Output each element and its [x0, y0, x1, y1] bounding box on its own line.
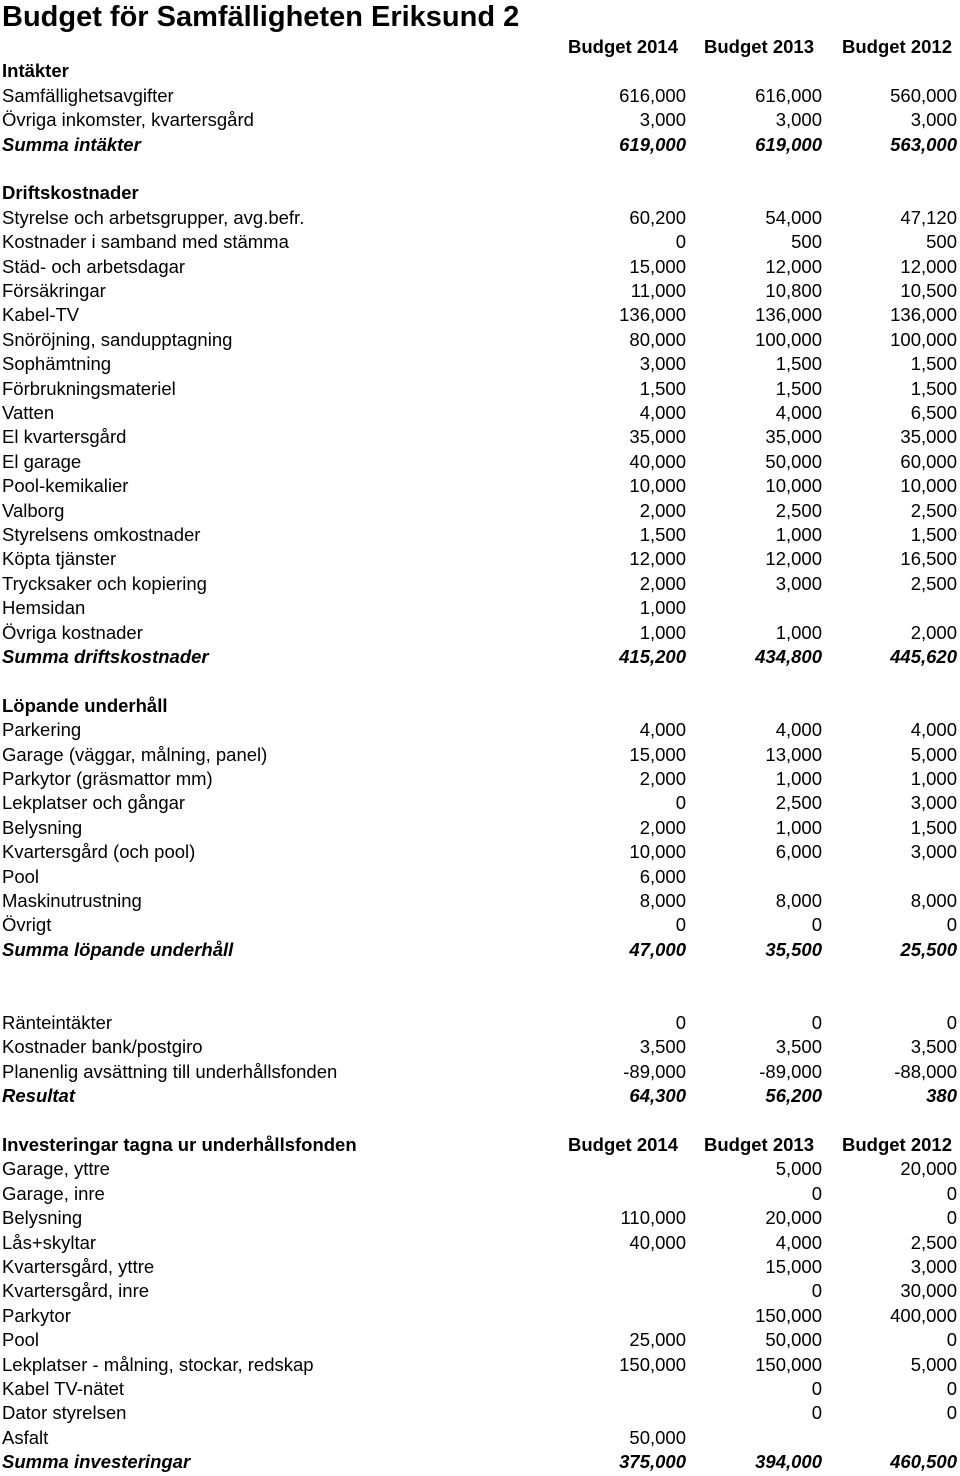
cell-3: 1,500 — [910, 816, 957, 838]
row-label: Övrigt — [2, 914, 52, 936]
cell-3: 2,000 — [910, 621, 957, 643]
row-label: Kvartersgård, yttre — [2, 1256, 155, 1277]
cell-3: 0 — [946, 914, 957, 936]
cell-1: 2,000 — [639, 572, 686, 594]
table-row — [0, 743, 960, 767]
table-row — [0, 1304, 960, 1328]
cell-1: 10,000 — [629, 841, 686, 863]
cell-1: 0 — [675, 1012, 686, 1033]
cell-1: 11,000 — [630, 280, 686, 301]
row-label: Övriga kostnader — [2, 621, 143, 643]
cell-2: 5,000 — [775, 1158, 822, 1180]
cell-2: 1,000 — [775, 524, 822, 545]
cell-1: 12,000 — [629, 548, 686, 570]
total-row — [0, 645, 960, 669]
cell-3: 0 — [946, 1012, 957, 1033]
table-row — [0, 572, 960, 596]
cell-2: 35,500 — [765, 938, 822, 960]
cell-1: 1,000 — [639, 597, 686, 619]
cell-2: 0 — [811, 1012, 822, 1033]
cell-2: 2,500 — [775, 499, 822, 521]
table-row — [0, 255, 960, 279]
blank-row — [0, 962, 960, 986]
cell-3: Budget 2012 — [841, 1134, 952, 1155]
cell-3: 1,500 — [910, 353, 957, 375]
row-label: Planenlig avsättning till underhållsfonden — [2, 1060, 338, 1082]
table-row — [0, 840, 960, 864]
cell-3: 1,500 — [910, 524, 957, 545]
cell-1: 2,000 — [639, 768, 686, 789]
cell-3: 136,000 — [890, 304, 957, 326]
table-row — [0, 474, 960, 498]
cell-2: 10,800 — [765, 280, 822, 301]
cell-2: 100,000 — [755, 328, 822, 350]
cell-1: 3,000 — [639, 353, 686, 375]
cell-3: 1,000 — [910, 768, 957, 789]
cell-2: 136,000 — [755, 304, 822, 326]
cell-1: 375,000 — [619, 1451, 686, 1473]
table-row — [0, 816, 960, 840]
cell-2: 1,000 — [775, 621, 822, 643]
cell-2: 50,000 — [765, 1329, 822, 1351]
table-row — [0, 1279, 960, 1303]
table-row — [0, 913, 960, 937]
cell-2: 10,000 — [765, 475, 822, 497]
cell-3: 500 — [926, 231, 957, 253]
row-label: Investeringar tagna ur underhållsfonden — [2, 1134, 357, 1155]
cell-2: 0 — [811, 1378, 822, 1399]
table-row — [0, 499, 960, 523]
cell-3: 20,000 — [900, 1158, 957, 1180]
cell-2: 4,000 — [775, 1231, 822, 1253]
cell-1: 0 — [675, 792, 686, 814]
row-label: Trycksaker och kopiering — [2, 572, 207, 594]
cell-2: 6,000 — [775, 841, 822, 863]
cell-3: Budget 2012 — [841, 36, 952, 57]
row-label: Parkytor (gräsmattor mm) — [2, 768, 213, 789]
cell-3: 400,000 — [890, 1304, 957, 1326]
table-row — [0, 547, 960, 571]
blank-row — [0, 1109, 960, 1133]
cell-3: 2,500 — [910, 499, 957, 521]
cell-1: 15,000 — [629, 743, 686, 765]
cell-2: Budget 2013 — [703, 1134, 814, 1155]
row-label: Pool — [2, 865, 40, 887]
cell-2: 150,000 — [755, 1353, 822, 1375]
cell-1: 50,000 — [629, 1426, 686, 1448]
row-label: Garage (väggar, målning, panel) — [2, 743, 268, 765]
cell-2: Budget 2013 — [703, 36, 814, 57]
cell-2: 35,000 — [765, 426, 822, 448]
cell-3: 563,000 — [890, 133, 957, 155]
cell-1: 64,300 — [629, 1085, 686, 1107]
cell-3: 460,500 — [890, 1451, 957, 1473]
table-row — [0, 1035, 960, 1059]
table-row — [0, 1182, 960, 1206]
cell-3: 0 — [946, 1207, 957, 1229]
table-row — [0, 108, 960, 132]
row-label: Kostnader i samband med stämma — [2, 231, 289, 253]
cell-1: 80,000 — [629, 328, 686, 350]
row-label: Förbrukningsmateriel — [2, 377, 176, 399]
table-row — [0, 401, 960, 425]
row-label: Resultat — [2, 1085, 75, 1107]
section-header-row — [0, 59, 960, 83]
row-label: Dator styrelsen — [2, 1402, 127, 1424]
row-label: Löpande underhåll — [2, 694, 168, 716]
cell-1: 2,000 — [639, 499, 686, 521]
cell-2: 15,000 — [765, 1256, 822, 1277]
table-row — [0, 1231, 960, 1255]
cell-1: 40,000 — [629, 450, 686, 472]
row-label: Asfalt — [2, 1426, 49, 1448]
cell-2: 616,000 — [755, 84, 822, 106]
cell-2: 20,000 — [765, 1207, 822, 1229]
cell-1: 25,000 — [629, 1329, 686, 1351]
cell-3: 4,000 — [910, 719, 957, 741]
row-label: Sophämtning — [2, 353, 112, 375]
total-row — [0, 1450, 960, 1474]
table-row — [0, 1377, 960, 1401]
cell-3: 12,000 — [900, 255, 957, 277]
cell-1: 4,000 — [639, 719, 686, 741]
row-label: Garage, yttre — [2, 1158, 110, 1180]
cell-1: 1,500 — [639, 524, 686, 545]
table-row — [0, 425, 960, 449]
table-row — [0, 621, 960, 645]
cell-2: 0 — [811, 914, 822, 936]
table-row — [0, 328, 960, 352]
table-row — [0, 206, 960, 230]
row-label: Intäkter — [2, 60, 69, 82]
cell-1: 3,000 — [639, 109, 686, 131]
row-label: Belysning — [2, 1207, 83, 1229]
cell-2: 434,800 — [755, 646, 822, 667]
table-row — [0, 1255, 960, 1279]
cell-2: 56,200 — [765, 1085, 822, 1107]
blank-row — [0, 669, 960, 693]
row-label: Valborg — [2, 499, 65, 521]
cell-3: 60,000 — [900, 450, 957, 472]
row-label: El garage — [2, 450, 82, 472]
total-row — [0, 133, 960, 157]
table-row — [0, 450, 960, 474]
cell-1: Budget 2014 — [567, 36, 678, 57]
table-row — [0, 1011, 960, 1035]
cell-2: 1,500 — [775, 353, 822, 375]
cell-1: -89,000 — [623, 1060, 686, 1082]
table-row — [0, 889, 960, 913]
cell-2: 4,000 — [775, 402, 822, 423]
row-label: Kabel-TV — [2, 304, 80, 326]
row-label: Styrelsens omkostnader — [2, 524, 201, 545]
cell-3: 0 — [946, 1378, 957, 1399]
cell-3: 35,000 — [900, 426, 957, 448]
cell-2: 500 — [791, 231, 822, 253]
cell-3: 380 — [926, 1085, 957, 1107]
row-label: Städ- och arbetsdagar — [2, 255, 186, 277]
table-row — [0, 1206, 960, 1230]
cell-3: 8,000 — [910, 890, 957, 911]
cell-1: 0 — [675, 231, 686, 253]
table-row — [0, 1426, 960, 1450]
row-label: Kostnader bank/postgiro — [2, 1036, 203, 1058]
cell-3: 2,500 — [910, 572, 957, 594]
section-header-row — [0, 181, 960, 205]
cell-2: 1,500 — [775, 377, 822, 399]
row-label: Parkytor — [2, 1304, 71, 1326]
table-row — [0, 1328, 960, 1352]
row-label: Summa investeringar — [2, 1451, 191, 1473]
cell-3: 3,000 — [910, 841, 957, 863]
cell-2: 54,000 — [765, 206, 822, 228]
cell-2: 4,000 — [775, 719, 822, 741]
table-row — [0, 303, 960, 327]
section-header-row — [0, 1133, 960, 1157]
cell-3: 16,500 — [900, 548, 957, 570]
cell-3: 0 — [946, 1402, 957, 1424]
table-row — [0, 377, 960, 401]
cell-1: 15,000 — [629, 255, 686, 277]
cell-1: 0 — [675, 914, 686, 936]
cell-2: 0 — [811, 1280, 822, 1302]
cell-1: 8,000 — [639, 890, 686, 911]
row-label: Belysning — [2, 816, 83, 838]
row-label: Försäkringar — [2, 280, 106, 301]
blank-row — [0, 157, 960, 181]
row-label: Garage, inre — [2, 1182, 105, 1204]
cell-3: 3,500 — [910, 1036, 957, 1058]
cell-1: 2,000 — [639, 816, 686, 838]
row-label: Lekplatser - målning, stockar, redskap — [2, 1353, 314, 1375]
cell-1: 136,000 — [619, 304, 686, 326]
row-label: Lås+skyltar — [2, 1231, 97, 1253]
cell-1: 6,000 — [639, 865, 686, 887]
row-label: Summa driftskostnader — [2, 646, 209, 667]
cell-2: 1,000 — [775, 816, 822, 838]
cell-3: 25,500 — [900, 938, 957, 960]
table-row — [0, 352, 960, 376]
row-label: Köpta tjänster — [2, 548, 117, 570]
row-label: Kvartersgård (och pool) — [2, 841, 196, 863]
row-label: Driftskostnader — [2, 182, 139, 204]
cell-2: 0 — [811, 1182, 822, 1204]
row-label: Summa intäkter — [2, 133, 141, 155]
cell-1: 616,000 — [619, 84, 686, 106]
cell-3: -88,000 — [894, 1060, 957, 1082]
row-label: Summa löpande underhåll — [2, 938, 234, 960]
cell-3: 560,000 — [890, 84, 957, 106]
row-label: Kabel TV-nätet — [2, 1378, 125, 1399]
table-row — [0, 1401, 960, 1425]
row-label: Samfällighetsavgifter — [2, 84, 174, 106]
cell-3: 2,500 — [910, 1231, 957, 1253]
cell-1: 110,000 — [620, 1207, 686, 1229]
table-row — [0, 718, 960, 742]
cell-2: 2,500 — [775, 792, 822, 814]
section-header-row — [0, 694, 960, 718]
cell-3: 5,000 — [910, 1353, 957, 1375]
table-row — [0, 1353, 960, 1377]
cell-1: 60,200 — [629, 206, 686, 228]
blank-row — [0, 987, 960, 1011]
column-header-row — [0, 35, 960, 59]
table-row — [0, 865, 960, 889]
cell-2: 619,000 — [755, 133, 822, 155]
cell-2: 3,000 — [775, 572, 822, 594]
cell-3: 3,000 — [910, 1256, 957, 1277]
cell-1: 150,000 — [619, 1353, 686, 1375]
cell-2: 3,000 — [775, 109, 822, 131]
row-label: Övriga inkomster, kvartersgård — [2, 109, 254, 131]
row-label: Pool-kemikalier — [2, 475, 129, 497]
cell-1: 415,200 — [619, 646, 686, 667]
cell-2: -89,000 — [759, 1060, 822, 1082]
table-row — [0, 767, 960, 791]
row-label: Pool — [2, 1329, 40, 1351]
cell-2: 8,000 — [775, 890, 822, 911]
cell-3: 10,000 — [900, 475, 957, 497]
row-label: Styrelse och arbetsgrupper, avg.befr. — [2, 206, 305, 228]
row-label: Snöröjning, sandupptagning — [2, 328, 233, 350]
cell-3: 0 — [946, 1329, 957, 1351]
cell-3: 0 — [946, 1182, 957, 1204]
cell-2: 1,000 — [775, 768, 822, 789]
cell-2: 3,500 — [775, 1036, 822, 1058]
cell-1: 1,000 — [639, 621, 686, 643]
page-title: Budget för Samfälligheten Eriksund 2 — [2, 1, 520, 33]
cell-1: 1,500 — [639, 377, 686, 399]
row-label: Lekplatser och gångar — [2, 792, 186, 814]
row-label: El kvartersgård — [2, 426, 127, 448]
row-label: Maskinutrustning — [2, 890, 142, 911]
cell-2: 150,000 — [755, 1304, 822, 1326]
cell-1: 40,000 — [629, 1231, 686, 1253]
cell-2: 12,000 — [765, 548, 822, 570]
cell-3: 3,000 — [910, 109, 957, 131]
row-label: Ränteintäkter — [2, 1012, 113, 1033]
cell-2: 12,000 — [765, 255, 822, 277]
table-row — [0, 1157, 960, 1181]
table-row — [0, 791, 960, 815]
cell-3: 6,500 — [910, 402, 957, 423]
cell-3: 10,500 — [900, 280, 957, 301]
cell-2: 394,000 — [755, 1451, 822, 1473]
cell-3: 100,000 — [890, 328, 957, 350]
cell-3: 445,620 — [890, 646, 957, 667]
cell-1: 35,000 — [629, 426, 686, 448]
total-row — [0, 938, 960, 962]
table-row — [0, 230, 960, 254]
table-row — [0, 523, 960, 547]
cell-1: 619,000 — [619, 133, 686, 155]
total-row — [0, 1084, 960, 1108]
cell-1: 4,000 — [639, 402, 686, 423]
row-label: Kvartersgård, inre — [2, 1280, 150, 1302]
cell-1: 10,000 — [629, 475, 686, 497]
row-label: Hemsidan — [2, 597, 86, 619]
cell-2: 50,000 — [765, 450, 822, 472]
cell-1: Budget 2014 — [567, 1134, 678, 1155]
cell-3: 30,000 — [900, 1280, 957, 1302]
table-row — [0, 596, 960, 620]
cell-2: 0 — [811, 1402, 822, 1424]
table-row — [0, 84, 960, 108]
table-row — [0, 279, 960, 303]
table-row — [0, 1060, 960, 1084]
row-label: Vatten — [2, 402, 55, 423]
cell-1: 3,500 — [639, 1036, 686, 1058]
row-label: Parkering — [2, 719, 82, 741]
cell-3: 47,120 — [900, 206, 957, 228]
cell-2: 13,000 — [765, 743, 822, 765]
cell-3: 3,000 — [910, 792, 957, 814]
cell-1: 47,000 — [629, 938, 686, 960]
cell-3: 1,500 — [910, 377, 957, 399]
cell-3: 5,000 — [910, 743, 957, 765]
